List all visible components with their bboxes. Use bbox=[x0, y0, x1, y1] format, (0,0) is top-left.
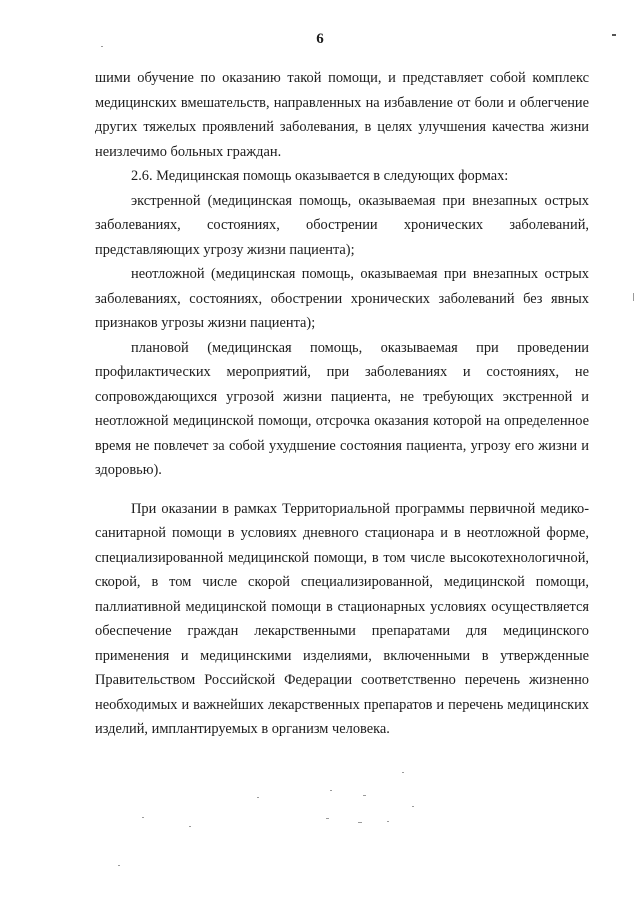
scan-speck bbox=[326, 818, 329, 819]
scan-speck bbox=[257, 797, 259, 798]
paragraph-drug-provision: При оказании в рамках Территориальной программы первичной медико-санитарной помощи в условиях дневного стационара и в неотложной форме, специализированной медицинской помощи, в том числе высокотехнологичной, скорой, в том числе скорой специализированной, медицинской помощи, паллиативной медицинской помощи в стационарных условиях осуществляется обеспечение граждан лекарственными препаратами для медицинского применения и медицинскими изделиями, включенными в утвержденные Правительством Российской Федерации соответственно перечень жизненно необходимых и важнейших лекарственных препаратов и перечень медицинских изделий, имплантируемых в организм человека. bbox=[95, 500, 589, 737]
scan-speck bbox=[402, 772, 404, 773]
paragraph-emergency-form: экстренной (медицинская помощь, оказываемая при внезапных острых заболеваниях, состояниях, обострении хронических заболеваний, представляющих угрозу жизни пациента); bbox=[95, 192, 589, 258]
scan-speck bbox=[118, 865, 120, 866]
scan-speck bbox=[358, 822, 362, 823]
scan-speck bbox=[101, 46, 103, 47]
scan-speck bbox=[387, 821, 389, 822]
paragraph-urgent-form: неотложной (медицинская помощь, оказываемая при внезапных острых заболеваниях, состояниях, обострении хронических заболеваний без явных признаков угрозы жизни пациента); bbox=[95, 266, 589, 331]
scan-speck bbox=[633, 293, 634, 301]
scan-speck bbox=[142, 817, 144, 818]
scan-speck bbox=[189, 826, 191, 827]
scan-speck bbox=[330, 790, 332, 791]
page-number: 6 bbox=[316, 31, 324, 47]
paragraph-forms-of-care-heading: 2.6. Медицинская помощь оказывается в следующих формах: bbox=[131, 168, 509, 184]
scan-speck bbox=[612, 34, 616, 36]
paragraph-planned-form: плановой (медицинская помощь, оказываемая при проведении профилактических мероприятий, при заболеваниях и состояниях, не сопровождающихся угрозой жизни пациента, не требующих экстренной и неотложной медицинской помощи, отсрочка оказания которой на определенное время не повлечет за собой ухудшение состояния пациента, угрозу его жизни и здоровью). bbox=[95, 339, 589, 478]
scan-speck bbox=[363, 795, 366, 796]
paragraph-palliative-care-continuation: шими обучение по оказанию такой помощи, и представляет собой комплекс медицинских вмешательств, направленных на избавление от боли и облегчение других тяжелых проявлений заболевания, в целях улучшения качества жизни неизлечимо больных граждан. bbox=[95, 70, 589, 160]
scan-speck bbox=[412, 806, 414, 807]
page-body bbox=[95, 66, 589, 742]
